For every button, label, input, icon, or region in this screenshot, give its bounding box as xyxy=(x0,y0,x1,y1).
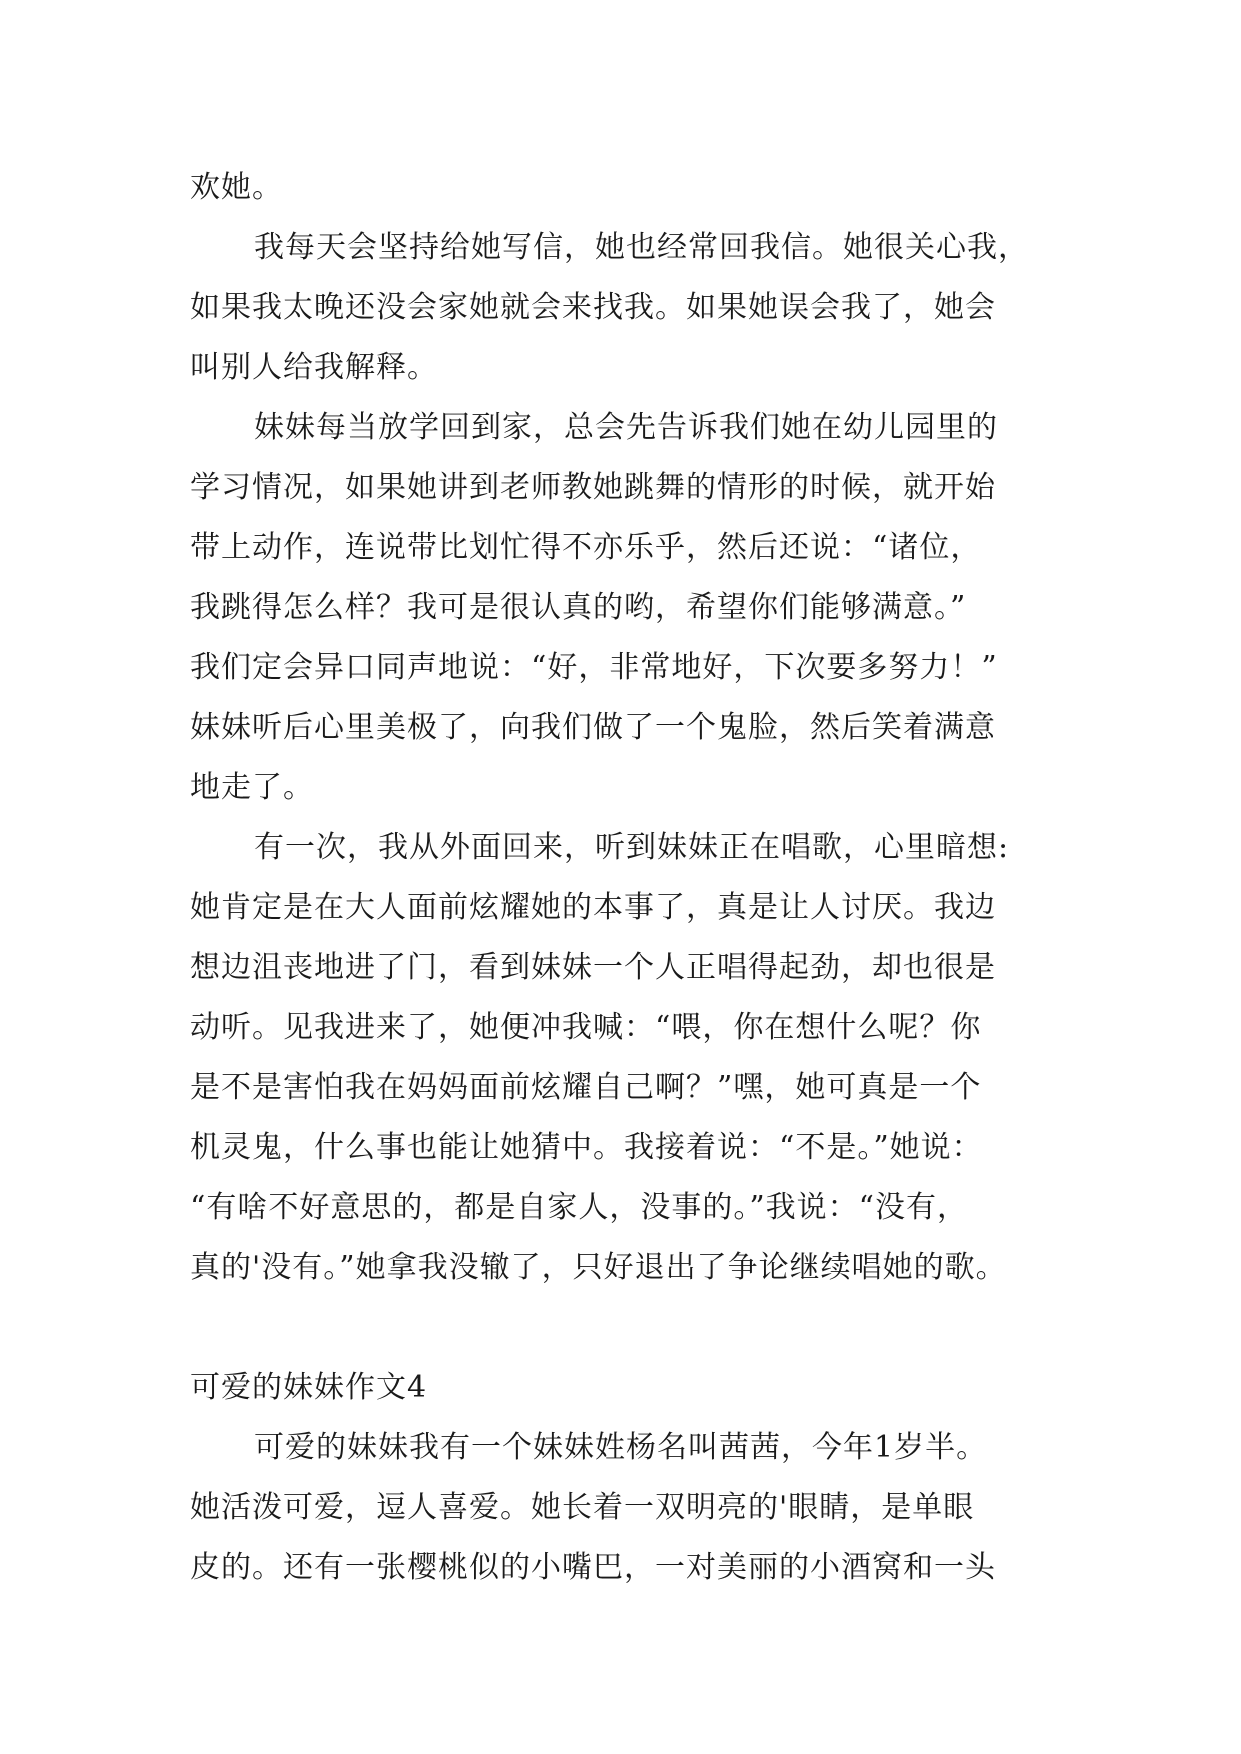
text-line: 她活泼可爱，逗人喜爱。她长着一双明亮的'眼睛，是单眼 xyxy=(190,1490,975,1525)
text-line: 机灵鬼，什么事也能让她猜中。我接着说：“不是。”她说： xyxy=(190,1130,983,1165)
text-line: 学习情况，如果她讲到老师教她跳舞的情形的时候，就开始 xyxy=(190,470,996,505)
text-line: 有一次，我从外面回来，听到妹妹正在唱歌，心里暗想: xyxy=(254,830,1010,865)
text-line: 她肯定是在大人面前炫耀她的本事了，真是让人讨厌。我边 xyxy=(190,890,996,925)
text-line: 地走了。 xyxy=(190,770,314,805)
text-line: 妹妹听后心里美极了，向我们做了一个鬼脸，然后笑着满意 xyxy=(190,710,996,745)
text-line: 欢她。 xyxy=(190,170,283,205)
text-line: 想边沮丧地进了门，看到妹妹一个人正唱得起劲，却也很是 xyxy=(190,950,996,985)
text-line: 我们定会异口同声地说：“好，非常地好，下次要多努力！” xyxy=(190,650,998,685)
document-page xyxy=(190,158,1062,1598)
spacer xyxy=(190,1298,1062,1358)
paragraph-2 xyxy=(190,218,1062,398)
text-line: 带上动作，连说带比划忙得不亦乐乎，然后还说：“诸位， xyxy=(190,530,982,565)
text-line: “有啥不好意思的，都是自家人，没事的。”我说：“没有， xyxy=(190,1190,969,1225)
text-line: 是不是害怕我在妈妈面前炫耀自己啊？”嘿，她可真是一个 xyxy=(190,1070,982,1105)
text-line: 我跳得怎么样？我可是很认真的哟，希望你们能够满意。” xyxy=(190,590,967,625)
section-heading: 可爱的妹妹作文4 xyxy=(190,1370,428,1405)
text-line: 真的'没有。”她拿我没辙了，只好退出了争论继续唱她的歌。 xyxy=(190,1250,1007,1285)
text-line: 如果我太晚还没会家她就会来找我。如果她误会我了，她会 xyxy=(190,290,996,325)
paragraph-3 xyxy=(190,398,1062,818)
text-line: 动听。见我进来了，她便冲我喊：“喂，你在想什么呢？你 xyxy=(190,1010,982,1045)
text-line: 可爱的妹妹我有一个妹妹姓杨名叫茜茜，今年1岁半。 xyxy=(254,1430,988,1465)
text-line: 妹妹每当放学回到家，总会先告诉我们她在幼儿园里的 xyxy=(254,410,998,445)
paragraph-5 xyxy=(190,1418,1062,1598)
paragraph-1 xyxy=(190,158,1062,218)
paragraph-4 xyxy=(190,818,1062,1298)
text-line: 我每天会坚持给她写信，她也经常回我信。她很关心我， xyxy=(254,230,1029,265)
text-line: 叫别人给我解释。 xyxy=(190,350,438,385)
text-line: 皮的。还有一张樱桃似的小嘴巴，一对美丽的小酒窝和一头 xyxy=(190,1550,996,1585)
